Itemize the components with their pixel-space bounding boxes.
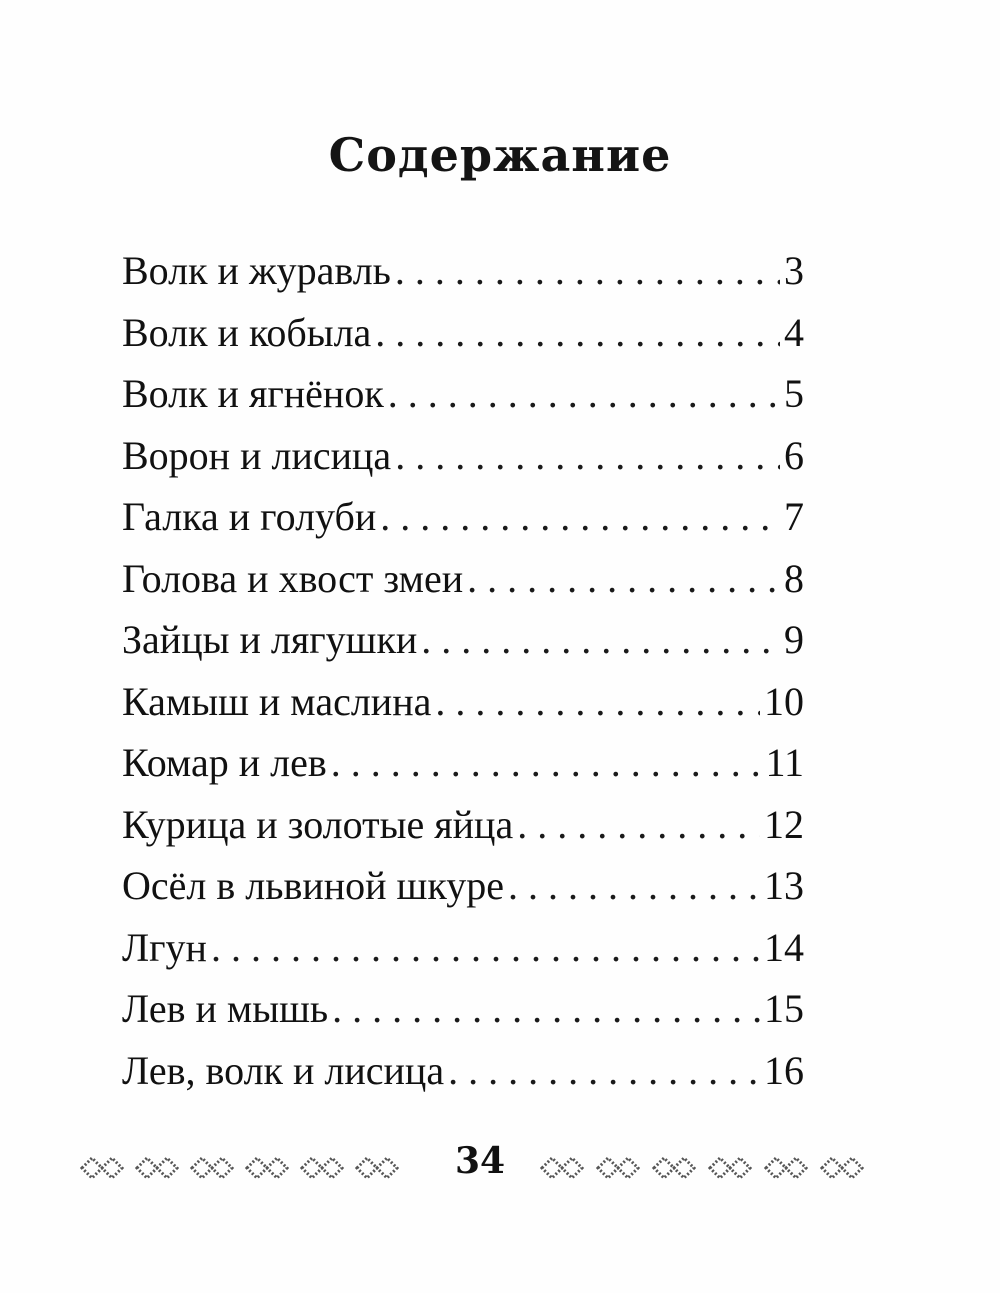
toc-entry — [122, 855, 804, 917]
toc-entry — [122, 363, 804, 425]
toc-entry-page: 16 — [764, 1047, 804, 1093]
toc-entry-title: Лев, волк и лисица — [122, 1047, 445, 1093]
toc-entry — [122, 609, 804, 671]
toc-leader-dots — [211, 917, 760, 979]
toc-entry-page: 15 — [764, 986, 804, 1031]
toc-entry — [122, 978, 804, 1040]
toc-entry-page: 7 — [784, 494, 804, 539]
toc-entry-title: Ворон и лисица — [122, 432, 392, 478]
toc-entry — [122, 917, 804, 979]
toc-entry-title: Галка и голуби — [122, 494, 377, 539]
toc-entry-page: 10 — [764, 678, 804, 724]
toc-entry-page: 8 — [784, 555, 804, 601]
toc-entry-title: Лгун — [122, 924, 207, 970]
toc-entry — [122, 548, 804, 610]
toc-leader-dots — [331, 732, 762, 794]
toc-entry-title: Курица и золотые яйца — [122, 801, 514, 847]
toc-leader-dots — [467, 548, 780, 610]
toc-leader-dots — [448, 1040, 760, 1102]
toc-entry-page: 13 — [764, 863, 804, 908]
toc-entry-title: Комар и лев — [122, 740, 327, 785]
toc-entry-title: Волк и ягнёнок — [122, 371, 384, 416]
toc-entry — [122, 486, 804, 548]
toc-entry — [122, 240, 804, 302]
toc-entry-title: Волк и кобыла — [122, 309, 372, 355]
toc-entry — [122, 425, 804, 487]
table-of-contents — [122, 240, 804, 1101]
toc-entry-page: 5 — [784, 371, 804, 416]
toc-leader-dots — [375, 302, 780, 364]
toc-leader-dots — [395, 425, 780, 487]
toc-entry-title: Зайцы и лягушки — [122, 617, 418, 662]
toc-leader-dots — [421, 609, 780, 671]
toc-entry-title: Лев и мышь — [122, 986, 329, 1031]
toc-leader-dots — [332, 978, 760, 1040]
ornament-border-icon — [80, 1148, 410, 1188]
toc-entry-page: 6 — [784, 432, 804, 478]
toc-entry-page: 4 — [784, 309, 804, 355]
toc-entry-page: 12 — [764, 801, 804, 847]
toc-entry-page: 14 — [764, 924, 804, 970]
toc-entry-title: Волк и журавль — [122, 248, 391, 293]
toc-entry — [122, 671, 804, 733]
toc-entry-page: 11 — [765, 740, 804, 785]
toc-leader-dots — [508, 855, 760, 917]
page-number: 34 — [454, 1140, 506, 1182]
toc-entry-title: Осёл в львиной шкуре — [122, 863, 504, 908]
toc-leader-dots — [388, 363, 780, 425]
toc-entry — [122, 302, 804, 364]
toc-entry — [122, 794, 804, 856]
toc-entry — [122, 732, 804, 794]
page-title: Содержание — [328, 128, 672, 182]
toc-entry-page: 9 — [784, 617, 804, 662]
toc-entry-title: Камыш и маслина — [122, 678, 432, 724]
toc-leader-dots — [435, 671, 760, 733]
toc-leader-dots — [517, 794, 760, 856]
toc-leader-dots — [380, 486, 780, 548]
toc-entry — [122, 1040, 804, 1102]
toc-leader-dots — [395, 240, 780, 302]
page-footer — [0, 1138, 1000, 1198]
toc-entry-page: 3 — [784, 248, 804, 293]
toc-entry-title: Голова и хвост змеи — [122, 555, 464, 601]
ornament-border-icon — [540, 1148, 875, 1188]
